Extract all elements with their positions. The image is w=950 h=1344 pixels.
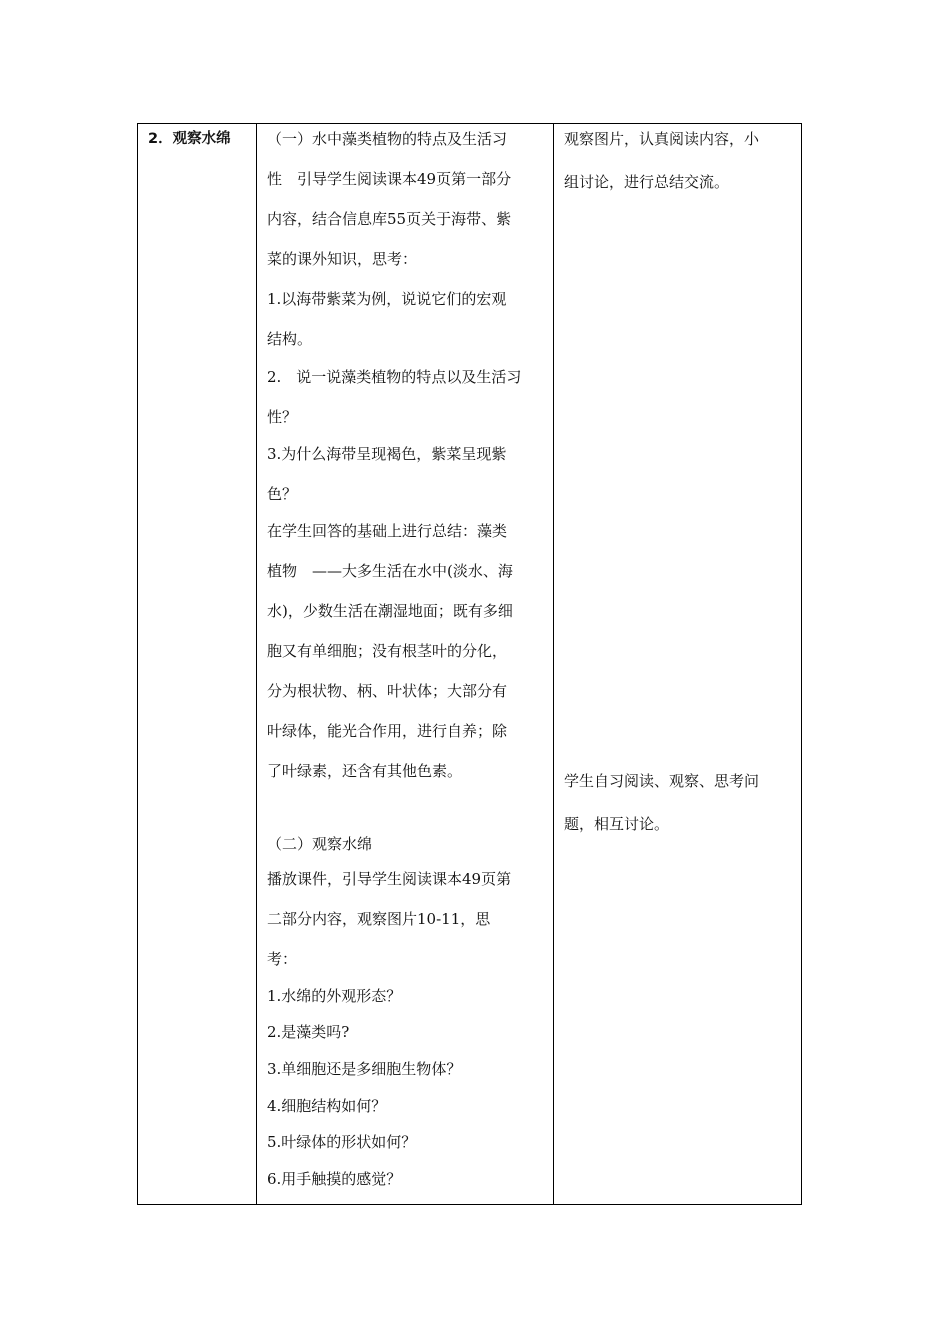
text-line: 了叶绿素，还含有其他色素。 (267, 762, 463, 780)
text-line: 性？ (267, 408, 298, 426)
text-line: 内容，结合信息库55页关于海带、紫 (267, 210, 512, 228)
teacher-activity-cell (257, 124, 553, 1204)
section-cell (138, 124, 256, 1204)
text-line: 叶绿体，能光合作用，进行自养；除 (267, 722, 508, 740)
text-line: 分为根状物、柄、叶状体；大部分有 (267, 682, 508, 700)
text-line: 题，相互讨论。 (564, 815, 670, 833)
text-line: 1.以海带紫菜为例，说说它们的宏观 (267, 290, 507, 308)
text-line: 水)，少数生活在潮湿地面；既有多细 (267, 602, 513, 620)
text-line: 2.是藻类吗? (267, 1023, 350, 1041)
text-line: 组讨论，进行总结交流。 (564, 173, 730, 191)
student-activity-cell (554, 124, 802, 1204)
text-line: 6.用手触摸的感觉？ (267, 1170, 402, 1188)
text-line: 性 引导学生阅读课本49页第一部分 (267, 170, 512, 188)
text-line: 观察图片，认真阅读内容，小 (564, 130, 760, 148)
text-line: 播放课件，引导学生阅读课本49页第 (267, 870, 512, 888)
text-line: 3.单细胞还是多细胞生物体？ (267, 1060, 462, 1078)
text-line: 学生自习阅读、观察、思考问 (564, 772, 760, 790)
text-line: 3.为什么海带呈现褐色，紫菜呈现紫 (267, 445, 507, 463)
text-line: 结构。 (267, 330, 313, 348)
text-line: 胞又有单细胞；没有根茎叶的分化， (267, 642, 508, 660)
text-line: 5.叶绿体的形状如何？ (267, 1133, 417, 1151)
section-heading: 2．观察水绵 (148, 131, 231, 147)
text-line: 二部分内容，观察图片10-11，思 (267, 910, 491, 928)
text-line: （二）观察水绵 (267, 835, 373, 853)
text-line: 2. 说一说藻类植物的特点以及生活习 (267, 368, 522, 386)
text-line: （一）水中藻类植物的特点及生活习 (267, 130, 508, 148)
text-line: 菜的课外知识，思考： (267, 250, 418, 268)
text-line: 1.水绵的外观形态？ (267, 987, 402, 1005)
lesson-table (137, 123, 802, 1205)
text-line: 考： (267, 950, 298, 968)
text-line: 4.细胞结构如何？ (267, 1097, 387, 1115)
text-line: 在学生回答的基础上进行总结：藻类 (267, 522, 508, 540)
text-line: 植物 ——大多生活在水中(淡水、海 (267, 562, 513, 580)
text-line: 色？ (267, 485, 298, 503)
